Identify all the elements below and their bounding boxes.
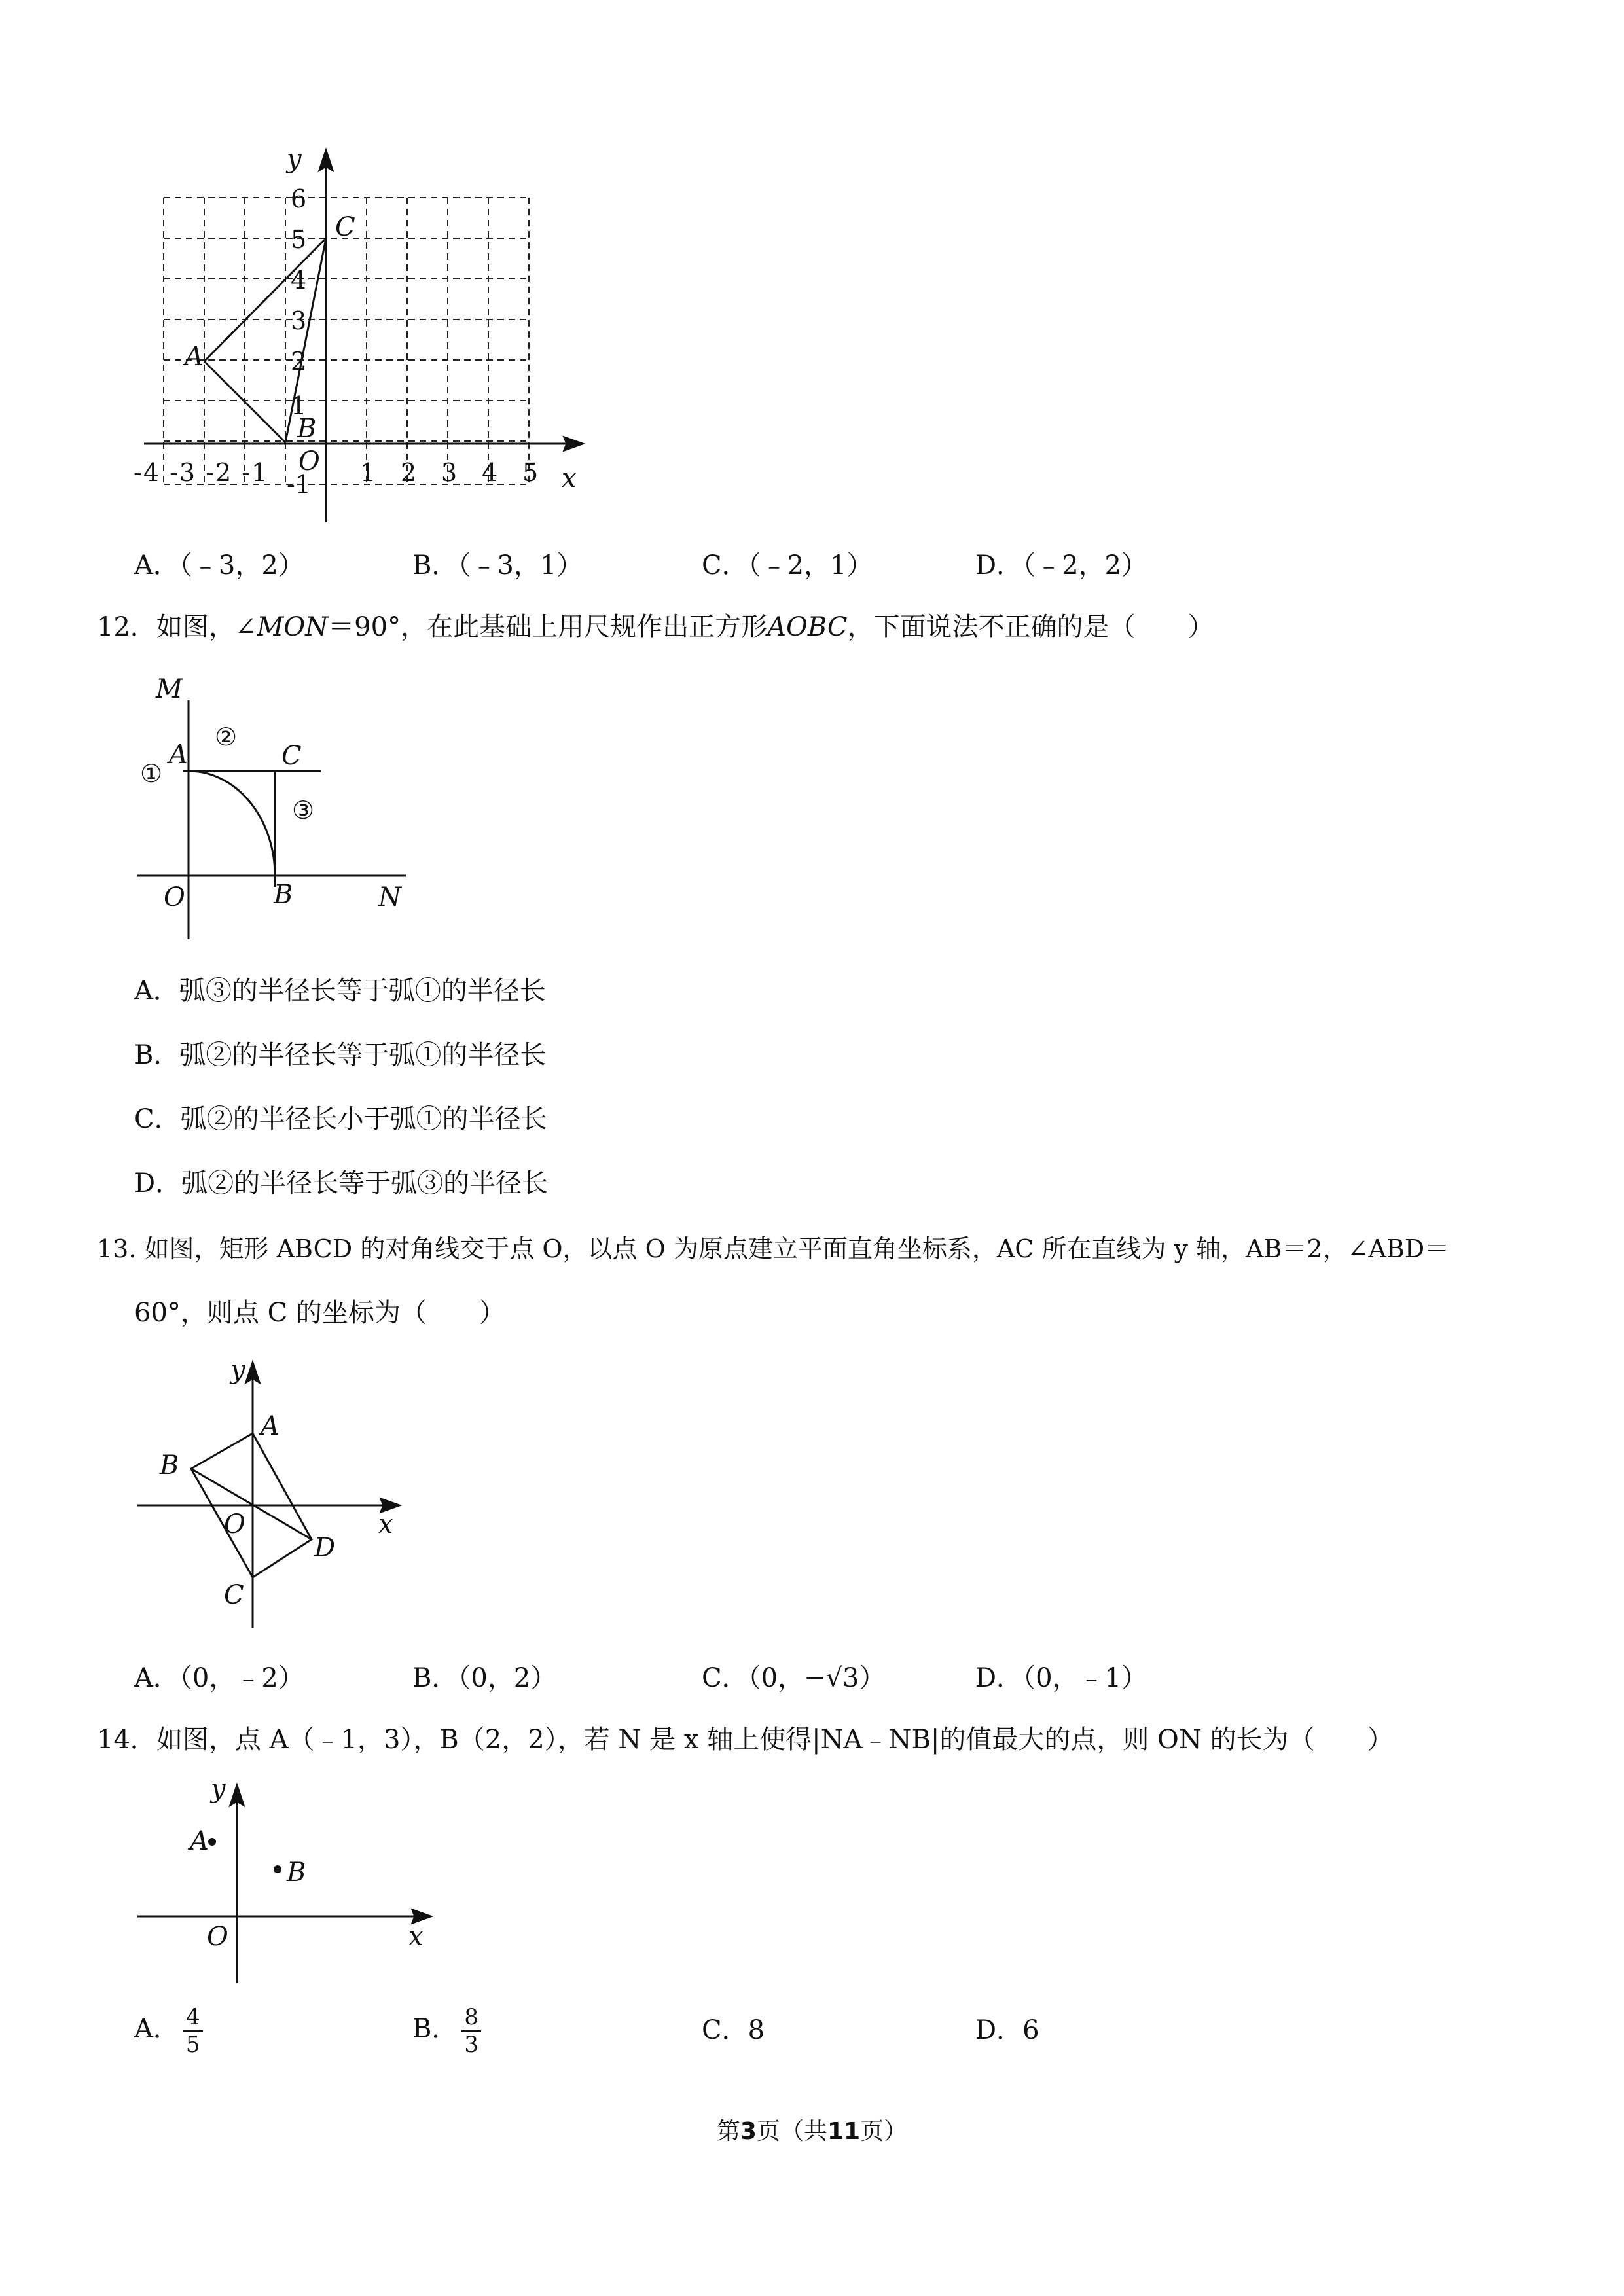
q11-ytick-2: 2: [291, 347, 307, 376]
q13-stem-line1: 13. 如图，矩形 ABCD 的对角线交于点 O，以点 O 为原点建立平面直角坐标系，AC 所在直线为 y 轴，AB＝2，∠ABD＝: [97, 1234, 1450, 1263]
q12-option-b: B．弧②的半径长等于弧①的半径长: [134, 1040, 547, 1070]
q11-point-a: A: [185, 342, 204, 372]
q13-label-a: A: [261, 1411, 280, 1441]
q13-label-b: B: [160, 1450, 179, 1480]
q14-point-a-dot: [208, 1838, 216, 1846]
q11-point-b: B: [297, 414, 317, 444]
q13-option-a: A．（0，﹣2）: [134, 1663, 304, 1693]
q11-xtick-2: 2: [401, 458, 417, 487]
q14-figure: [131, 1774, 439, 1990]
q14-option-a-fraction: $\frac{4}{5}$: [183, 2004, 203, 2058]
q12-option-c: C．弧②的半径长小于弧①的半径长: [134, 1104, 547, 1134]
q11-ytick-4: 4: [291, 266, 307, 295]
q11-y-label: y: [287, 144, 302, 174]
q11-ytick-5: 5: [291, 225, 307, 254]
q12-stem: 12．如图，∠MON＝90°，在此基础上用尺规作出正方形AOBC，下面说法不正确的是（ ）: [97, 612, 1214, 642]
q14-option-a: A． $\frac{4}{5}$: [134, 2003, 203, 2058]
q12-arc3-mark: ③: [292, 796, 315, 825]
q12-figure: [131, 674, 419, 949]
q13-x-label: x: [378, 1509, 393, 1539]
q13-option-d: D．（0，﹣1）: [975, 1663, 1147, 1693]
q11-origin: O: [298, 446, 320, 476]
q12-label-c: C: [281, 741, 302, 771]
q11-ytick-1: 1: [291, 391, 307, 420]
q11-x-label: x: [562, 463, 577, 493]
q14-option-c: C．8: [702, 2015, 765, 2045]
q12-arc: [189, 771, 275, 876]
q12-arc1-mark: ①: [140, 759, 163, 788]
q14-label-o: O: [207, 1922, 228, 1952]
q11-x-arrow: [564, 437, 583, 450]
q13-option-b: B．（0，2）: [412, 1663, 557, 1693]
footer-page-number: 3: [740, 2118, 757, 2145]
q14-y-label: y: [211, 1774, 226, 1804]
q14-y-arrow: [230, 1785, 244, 1805]
q13-label-d: D: [314, 1533, 336, 1563]
q13-svg: [131, 1355, 419, 1636]
q11-xtick-neg: -4 -3 -2 -1: [134, 458, 269, 487]
q11-coordinate-figure: [131, 144, 602, 537]
q12-label-n: N: [378, 882, 401, 912]
q13-stem-line2: 60°，则点 C 的坐标为（ ）: [134, 1298, 505, 1328]
q14-svg: [131, 1774, 439, 1990]
q12-option-d: D．弧②的半径长等于弧③的半径长: [134, 1168, 549, 1198]
q13-y-arrow: [246, 1363, 259, 1382]
q11-option-d: D．（﹣2，2）: [975, 550, 1147, 581]
footer-total-pages: 11: [827, 2118, 861, 2145]
q14-label-a: A: [190, 1826, 209, 1856]
page-footer: 第3页（共11页）: [716, 2118, 908, 2145]
q11-xtick-1: 1: [360, 458, 376, 487]
q11-xtick-4: 4: [482, 458, 498, 487]
q11-point-c: C: [335, 212, 355, 242]
q11-ytick-6: 6: [291, 185, 307, 213]
q14-x-label: x: [408, 1922, 424, 1952]
q13-label-o: O: [224, 1509, 245, 1539]
q12-label-b: B: [274, 880, 293, 910]
q12-option-a: A．弧③的半径长等于弧①的半径长: [134, 976, 546, 1006]
q13-figure: [131, 1355, 419, 1636]
q12-arc2-mark: ②: [215, 723, 238, 751]
q13-y-label: y: [230, 1355, 245, 1385]
q14-x-arrow: [412, 1910, 431, 1923]
q11-option-a: A．（﹣3，2）: [134, 550, 304, 581]
q12-label-o: O: [164, 882, 185, 912]
q11-option-c: C．（﹣2，1）: [702, 550, 873, 581]
q13-label-c: C: [224, 1580, 244, 1610]
q14-label-b: B: [287, 1857, 306, 1888]
q14-option-b: B． $\frac{8}{3}$: [412, 2003, 481, 2058]
q11-xtick-5: 5: [522, 458, 539, 487]
q11-ytick-3: 3: [291, 306, 307, 335]
q13-option-c: C．（0，−√3）: [702, 1663, 886, 1693]
q14-point-b-dot: [274, 1865, 281, 1873]
q12-label-a: A: [169, 740, 188, 770]
q11-xtick-3: 3: [441, 458, 458, 487]
q14-option-b-fraction: $\frac{8}{3}$: [461, 2004, 481, 2058]
q11-ytick-neg1: -1: [287, 470, 312, 499]
q11-triangle: [204, 238, 326, 442]
q11-option-b: B．（﹣3，1）: [412, 550, 583, 581]
q12-label-m: M: [156, 674, 183, 704]
q14-option-d: D．6: [975, 2015, 1039, 2045]
q14-stem: 14．如图，点 A（﹣1，3），B（2，2），若 N 是 x 轴上使得|NA﹣NB|的值最大的点，则 ON 的长为（ ）: [97, 1725, 1394, 1755]
q11-y-arrow: [319, 151, 333, 170]
